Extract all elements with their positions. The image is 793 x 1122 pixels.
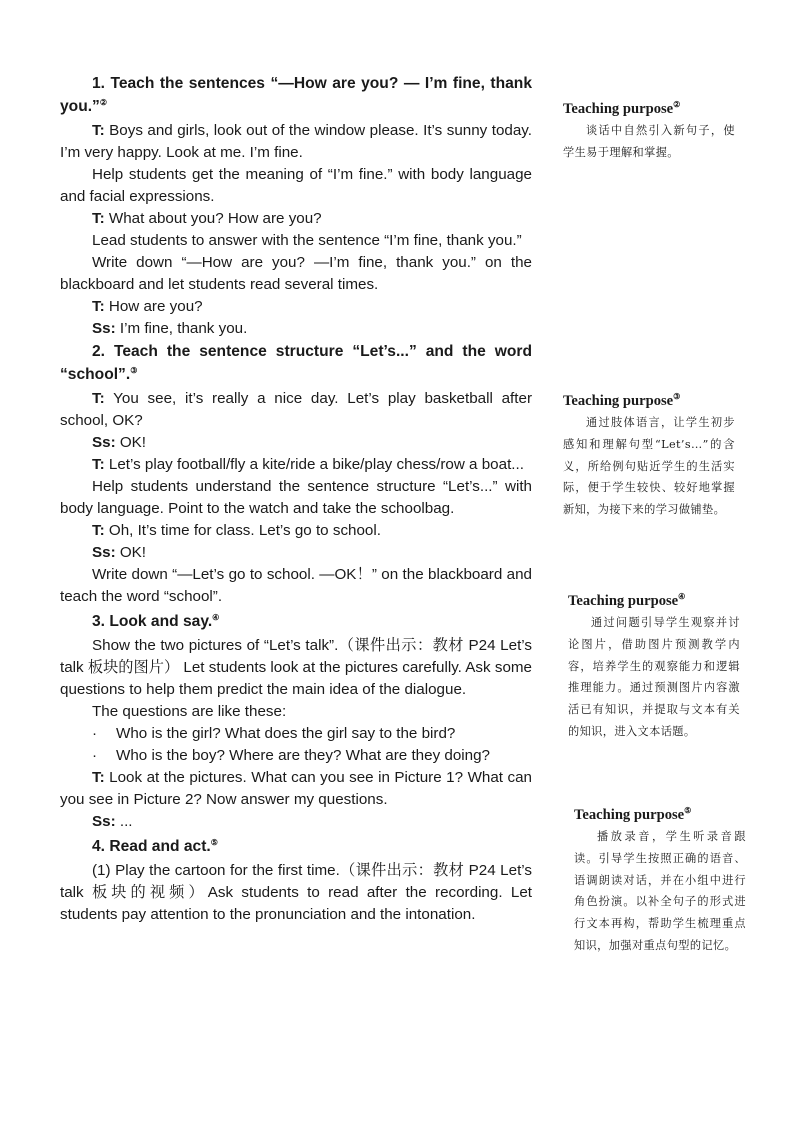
section-heading-2 (60, 340, 532, 386)
heading-text: 4. Read and act. (92, 838, 211, 855)
teaching-purpose-note-5 (574, 806, 746, 957)
footnote-mark: ② (99, 97, 108, 107)
heading-text: 3. Look and say. (92, 613, 213, 630)
speaker-label: Ss: (92, 320, 116, 337)
bullet-mark: · (92, 725, 98, 742)
bullet-mark: · (92, 747, 98, 764)
paragraph (60, 635, 532, 701)
teaching-purpose-note-2 (563, 100, 735, 164)
paragraph-text: You see, it’s really a nice day. Let’s play basketball after school, OK? (60, 390, 532, 429)
section-heading-4 (60, 835, 532, 858)
paragraph-text: Lead students to answer with the sentence “I’m fine, thank you.” (92, 232, 522, 249)
speaker-label: T: (92, 298, 105, 315)
note-title-text: Teaching purpose (568, 593, 679, 609)
speaker-label: T: (92, 122, 105, 139)
list-item-text: Who is the girl? What does the girl say to the bird? (116, 725, 456, 742)
footnote-mark: ⑤ (210, 837, 218, 847)
list-item (60, 723, 532, 745)
paragraph (60, 230, 532, 252)
paragraph (60, 252, 532, 296)
footnote-mark: ③ (673, 392, 681, 402)
note-title (563, 100, 735, 118)
paragraph (60, 542, 532, 564)
speaker-label: T: (92, 456, 105, 473)
teaching-purpose-note-3 (563, 392, 735, 521)
paragraph-text: Let’s play football/fly a kite/ride a bike/play chess/row a boat... (104, 456, 524, 473)
paragraph-text: OK! (115, 434, 147, 451)
paragraph-text: Look at the pictures. What can you see in Picture 1? What can you see in Picture 2? Now answer my questions. (60, 769, 532, 808)
paragraph-text: Help students understand the sentence structure “Let’s...” with body language. Point to the watch and take the schoolbag. (60, 478, 532, 517)
paragraph (60, 860, 532, 926)
paragraph (60, 388, 532, 432)
note-title (568, 592, 740, 610)
note-title-text: Teaching purpose (574, 807, 685, 823)
paragraph (60, 701, 532, 723)
speaker-label: Ss: (92, 813, 116, 830)
paragraph (60, 767, 532, 811)
list-item (60, 745, 532, 767)
note-text: 通过肢体语言，让学生初步感知和理解句型“Let’s…”的含义，所给例句贴近学生的生活实际，便于学生较快、较好地掌握新知，为接下来的学习做铺垫。 (563, 416, 735, 517)
footnote-mark: ③ (130, 365, 138, 375)
paragraph (60, 164, 532, 208)
list-item-text: Who is the boy? Where are they? What are they doing? (116, 747, 490, 764)
paragraph (60, 454, 532, 476)
heading-text: 1. Teach the sentences “—How are you? — I’m fine, thank you.” (60, 75, 532, 115)
note-title (563, 392, 735, 410)
paragraph (60, 564, 532, 608)
paragraph-text: Show the two pictures of “Let’s talk”.（课件出示：教材 P24 Let’s talk 板块的图片） Let students look at the pictures carefully. Ask some questions to help them predict the main idea of the dialogue. (60, 637, 532, 698)
paragraph-text: Oh, It’s time for class. Let’s go to school. (104, 522, 381, 539)
paragraph-text: (1) Play the cartoon for the first time.（课件出示：教材 P24 Let’s talk 板块的视频）Ask students to read after the recording. Let students pay attention to the pronunciation and the intonation. (60, 862, 532, 923)
note-text: 谈话中自然引入新句子，使学生易于理解和掌握。 (563, 124, 735, 159)
footnote-mark: ④ (678, 592, 686, 602)
paragraph (60, 432, 532, 454)
teaching-purpose-note-4 (568, 592, 740, 743)
note-title-text: Teaching purpose (563, 101, 674, 117)
footnote-mark: ⑤ (684, 806, 692, 816)
paragraph (60, 476, 532, 520)
paragraph-text: Write down “—How are you? —I’m fine, thank you.” on the blackboard and let students read several times. (60, 254, 532, 293)
section-heading-1 (60, 72, 532, 118)
note-text: 通过问题引导学生观察并讨论图片，借助图片预测教学内容，培养学生的观察能力和逻辑推理能力。通过预测图片内容激活已有知识，并提取与文本有关的知识，进入文本话题。 (568, 616, 740, 738)
paragraph-text: Write down “—Let’s go to school. —OK！” on the blackboard and teach the word “school”. (60, 566, 532, 605)
paragraph-text: OK! (115, 544, 147, 561)
note-text: 播放录音，学生听录音跟读。引导学生按照正确的语音、语调朗读对话，并在小组中进行角色扮演。以补全句子的形式进行文本再构，帮助学生梳理重点知识，加强对重点句型的记忆。 (574, 830, 746, 952)
paragraph-text: Boys and girls, look out of the window please. It’s sunny today. I’m very happy. Look at me. I’m fine. (60, 122, 532, 161)
paragraph (60, 208, 532, 230)
speaker-label: Ss: (92, 434, 116, 451)
heading-text: 2. Teach the sentence structure “Let’s...” and the word “school”. (60, 343, 532, 383)
note-title-text: Teaching purpose (563, 393, 674, 409)
section-heading-3 (60, 610, 532, 633)
paragraph-text: Help students get the meaning of “I’m fine.” with body language and facial expressions. (60, 166, 532, 205)
footnote-mark: ② (673, 100, 681, 110)
speaker-label: Ss: (92, 544, 116, 561)
paragraph (60, 296, 532, 318)
footnote-mark: ④ (212, 612, 220, 622)
note-title (574, 806, 746, 824)
paragraph (60, 318, 532, 340)
paragraph (60, 120, 532, 164)
speaker-label: T: (92, 210, 105, 227)
speaker-label: T: (92, 390, 105, 407)
paragraph-text: I’m fine, thank you. (115, 320, 248, 337)
paragraph-text: What about you? How are you? (104, 210, 322, 227)
paragraph (60, 520, 532, 542)
paragraph-text: ... (115, 813, 133, 830)
paragraph-text: How are you? (104, 298, 203, 315)
speaker-label: T: (92, 522, 105, 539)
paragraph (60, 811, 532, 833)
lesson-body (60, 72, 532, 926)
speaker-label: T: (92, 769, 105, 786)
paragraph-text: The questions are like these: (92, 703, 287, 720)
